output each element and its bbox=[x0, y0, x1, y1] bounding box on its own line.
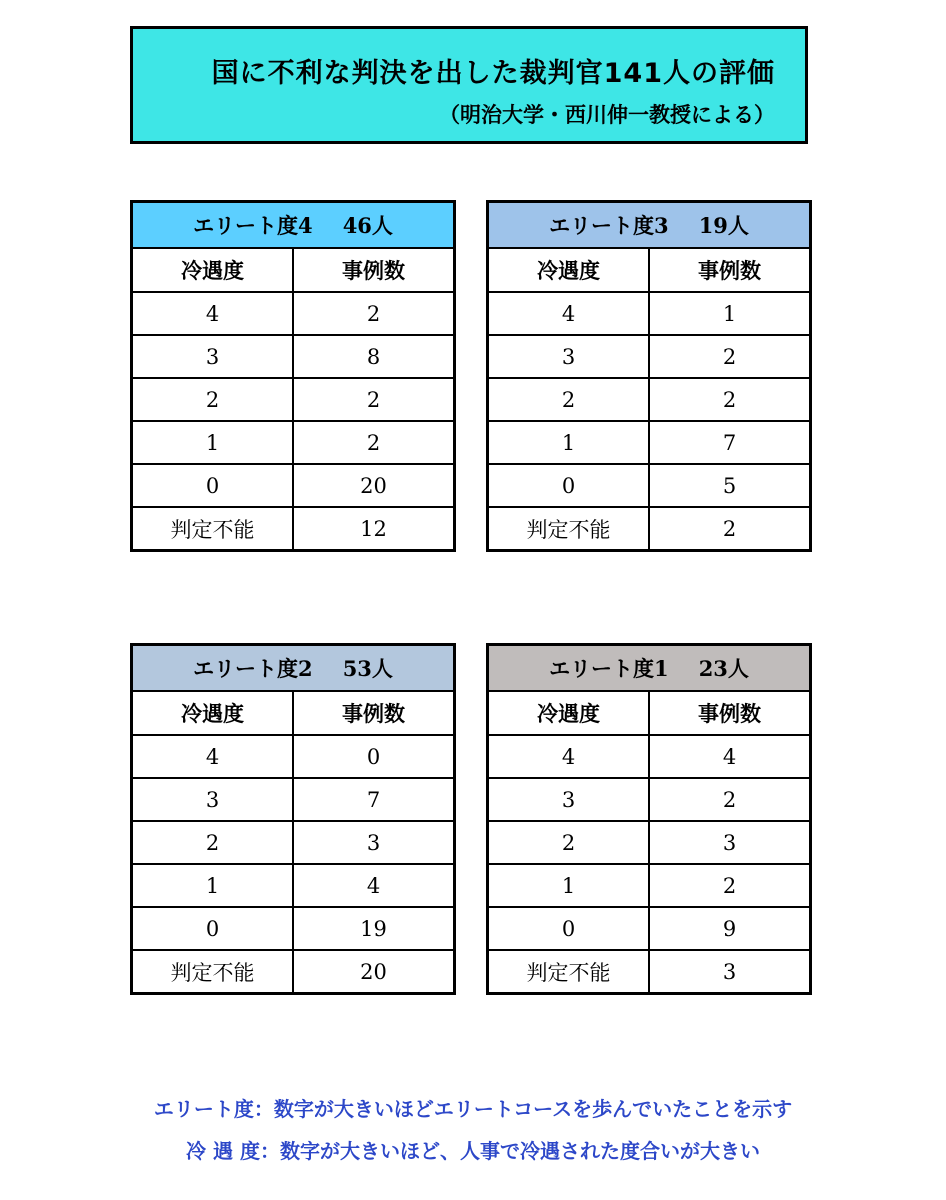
table-heading-label: エリート度3 bbox=[549, 213, 669, 238]
cases-cell: 20 bbox=[293, 950, 455, 994]
level-cell: 判定不能 bbox=[132, 507, 294, 551]
table-heading-count: 46人 bbox=[342, 213, 393, 238]
level-cell: 1 bbox=[488, 864, 650, 907]
level-cell: 0 bbox=[132, 907, 294, 950]
cases-cell: 4 bbox=[293, 864, 455, 907]
legend-note-elite: エリート度：数字が大きいほどエリートコースを歩んでいたことを示す bbox=[153, 1097, 793, 1121]
level-cell: 3 bbox=[132, 335, 294, 378]
level-cell: 1 bbox=[132, 864, 294, 907]
table-row bbox=[488, 821, 811, 864]
column-header-level: 冷遇度 bbox=[132, 248, 294, 292]
level-cell: 判定不能 bbox=[488, 950, 650, 994]
cases-cell: 5 bbox=[649, 464, 811, 507]
elite-level-1-table bbox=[486, 643, 812, 995]
table-row bbox=[488, 778, 811, 821]
table-row bbox=[488, 735, 811, 778]
table-row bbox=[488, 292, 811, 335]
column-header-cases: 事例数 bbox=[649, 691, 811, 735]
level-cell: 4 bbox=[488, 292, 650, 335]
table-heading-label: エリート度2 bbox=[193, 656, 313, 681]
cases-cell: 2 bbox=[649, 378, 811, 421]
elite-level-3-table bbox=[486, 200, 812, 552]
level-cell: 2 bbox=[488, 378, 650, 421]
column-header-level: 冷遇度 bbox=[488, 248, 650, 292]
level-cell: 4 bbox=[488, 735, 650, 778]
table-heading-label: エリート度4 bbox=[193, 213, 313, 238]
table-heading-count: 53人 bbox=[342, 656, 393, 681]
legend-note-mistreatment: 冷 遇 度：数字が大きいほど、人事で冷遇された度合いが大きい bbox=[186, 1139, 760, 1163]
level-cell: 1 bbox=[488, 421, 650, 464]
level-cell: 2 bbox=[132, 378, 294, 421]
page-subtitle: （明治大学・西川伸一教授による） bbox=[439, 103, 775, 127]
table-row bbox=[132, 907, 455, 950]
table-row bbox=[132, 735, 455, 778]
cases-cell: 7 bbox=[649, 421, 811, 464]
table-row bbox=[488, 464, 811, 507]
level-cell: 判定不能 bbox=[132, 950, 294, 994]
table-heading-label: エリート度1 bbox=[549, 656, 669, 681]
column-header-cases: 事例数 bbox=[293, 248, 455, 292]
cases-cell: 7 bbox=[293, 778, 455, 821]
table-row bbox=[488, 335, 811, 378]
table-row bbox=[132, 507, 455, 551]
table-row bbox=[488, 950, 811, 994]
cases-cell: 2 bbox=[293, 421, 455, 464]
table-row bbox=[488, 864, 811, 907]
column-header-cases: 事例数 bbox=[293, 691, 455, 735]
cases-cell: 3 bbox=[293, 821, 455, 864]
table-heading bbox=[132, 202, 455, 249]
table-row bbox=[132, 335, 455, 378]
table-row bbox=[132, 821, 455, 864]
cases-cell: 1 bbox=[649, 292, 811, 335]
cases-cell: 2 bbox=[649, 507, 811, 551]
table-row bbox=[132, 464, 455, 507]
cases-cell: 3 bbox=[649, 950, 811, 994]
table-row bbox=[132, 378, 455, 421]
table-row bbox=[132, 292, 455, 335]
table-row bbox=[488, 907, 811, 950]
table-row bbox=[132, 950, 455, 994]
title-banner bbox=[130, 26, 808, 144]
level-cell: 3 bbox=[488, 778, 650, 821]
table-row bbox=[488, 378, 811, 421]
level-cell: 1 bbox=[132, 421, 294, 464]
table-heading bbox=[488, 645, 811, 692]
column-header-level: 冷遇度 bbox=[488, 691, 650, 735]
level-cell: 4 bbox=[132, 735, 294, 778]
table-row bbox=[132, 864, 455, 907]
cases-cell: 3 bbox=[649, 821, 811, 864]
cases-cell: 0 bbox=[293, 735, 455, 778]
elite-level-2-table bbox=[130, 643, 456, 995]
level-cell: 0 bbox=[488, 907, 650, 950]
column-header-level: 冷遇度 bbox=[132, 691, 294, 735]
level-cell: 2 bbox=[488, 821, 650, 864]
table-row bbox=[132, 421, 455, 464]
cases-cell: 9 bbox=[649, 907, 811, 950]
table-heading bbox=[132, 645, 455, 692]
cases-cell: 2 bbox=[293, 292, 455, 335]
cases-cell: 2 bbox=[649, 335, 811, 378]
table-row bbox=[488, 507, 811, 551]
cases-cell: 19 bbox=[293, 907, 455, 950]
level-cell: 3 bbox=[488, 335, 650, 378]
cases-cell: 2 bbox=[649, 864, 811, 907]
level-cell: 0 bbox=[488, 464, 650, 507]
cases-cell: 2 bbox=[293, 378, 455, 421]
cases-cell: 2 bbox=[649, 778, 811, 821]
elite-level-4-table bbox=[130, 200, 456, 552]
level-cell: 判定不能 bbox=[488, 507, 650, 551]
level-cell: 0 bbox=[132, 464, 294, 507]
column-header-cases: 事例数 bbox=[649, 248, 811, 292]
table-row bbox=[488, 421, 811, 464]
table-heading bbox=[488, 202, 811, 249]
page-title: 国に不利な判決を出した裁判官141人の評価 bbox=[211, 58, 775, 89]
level-cell: 3 bbox=[132, 778, 294, 821]
table-heading-count: 19人 bbox=[698, 213, 749, 238]
cases-cell: 20 bbox=[293, 464, 455, 507]
table-heading-count: 23人 bbox=[698, 656, 749, 681]
level-cell: 4 bbox=[132, 292, 294, 335]
table-row bbox=[132, 778, 455, 821]
cases-cell: 4 bbox=[649, 735, 811, 778]
cases-cell: 8 bbox=[293, 335, 455, 378]
cases-cell: 12 bbox=[293, 507, 455, 551]
level-cell: 2 bbox=[132, 821, 294, 864]
